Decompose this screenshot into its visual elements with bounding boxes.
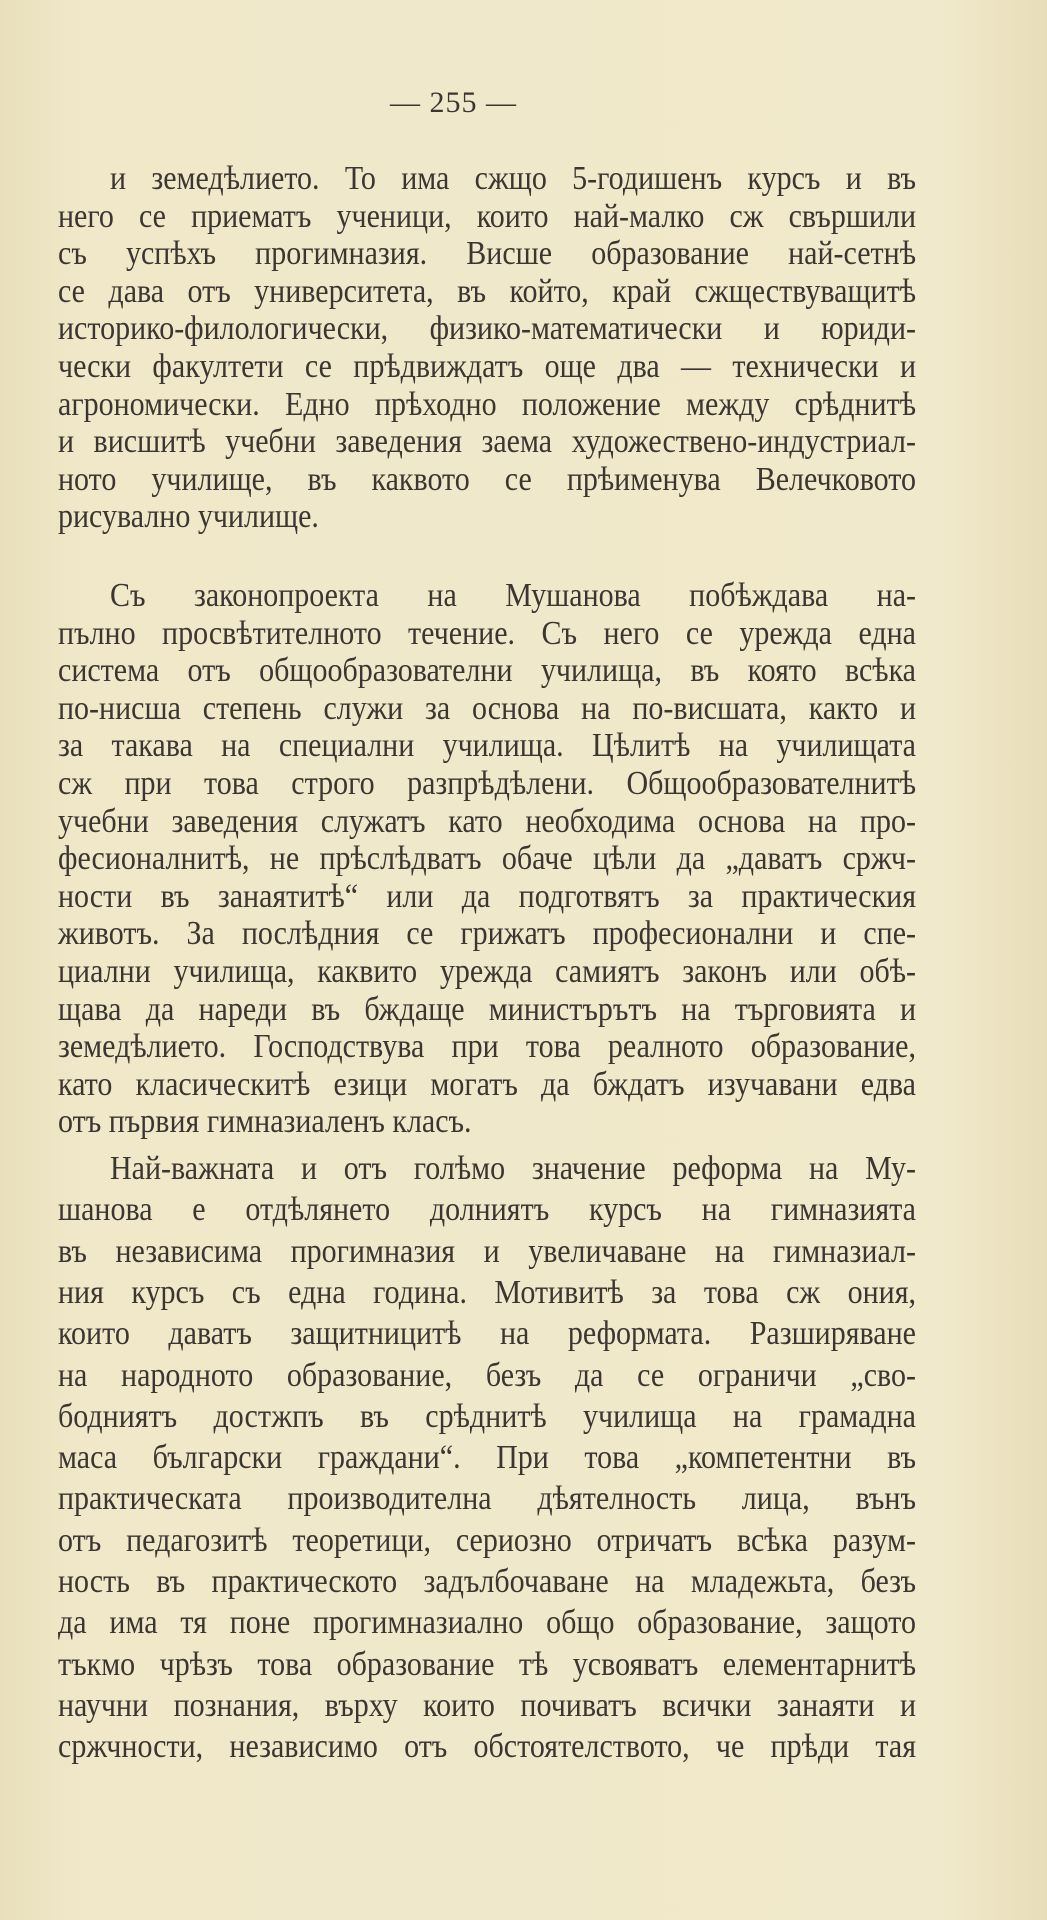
text-line: фесионалнитѣ, не прѣслѣдватъ обаче цѣли да „даватъ сржч- (58, 840, 916, 878)
text-line: Най-важната и отъ голѣмо значение реформа на Му- (110, 1150, 916, 1187)
text-line: като класическитѣ езици могатъ да бждатъ изучавани едва (58, 1065, 916, 1103)
text-line: съ успѣхъ прогимназия. Висше образование най-сетнѣ (58, 235, 916, 273)
text-line: него се приематъ ученици, които най-малко сж свършили (58, 197, 916, 235)
text-line: животъ. За послѣдния се грижатъ професионални и спе- (58, 915, 916, 953)
text-line: рисувално училище. (58, 498, 319, 536)
text-line: чески факултети се прѣдвиждатъ още два — технически и (58, 348, 916, 385)
text-line: учебни заведения служатъ като необходима основа на про- (58, 802, 916, 840)
text-line: се дава отъ университета, въ който, край сжществуващитѣ (58, 272, 916, 310)
text-line: въ независима прогимназия и увеличаване на гимназиал- (58, 1232, 916, 1270)
text-line: ности въ занаятитѣ“ или да подготвятъ за практическия (58, 877, 916, 915)
text-line: земедѣлието. Господствува при това реалното образование, (58, 1028, 916, 1066)
text-line: които даватъ защитницитѣ на реформата. Разширяване (58, 1315, 916, 1353)
text-line: сж при това строго разпрѣдѣлени. Общообразователнитѣ (58, 765, 916, 802)
text-line: маса български граждани“. При това „компетентни въ (58, 1439, 916, 1477)
text-line: система отъ общообразователни училища, въ която всѣка (58, 652, 916, 690)
text-line: да има тя поне прогимназиално общо образование, защото (58, 1604, 916, 1642)
text-line: отъ педагозитѣ теоретици, сериозно отричатъ всѣка разум- (58, 1521, 916, 1559)
text-line: ность въ практическото задълбочаване на младежьта, безъ (58, 1563, 916, 1600)
text-line: циални училища, каквито урежда самиятъ законъ или обѣ- (58, 953, 916, 990)
text-line: пълно просвѣтителното течение. Съ него се урежда една (58, 614, 916, 652)
text-line: сржчности, независимо отъ обстоятелството, че прѣди тая (58, 1728, 916, 1766)
text-line: щава да нареди въ бждаще министърътъ на търговията и (58, 990, 916, 1028)
text-line: на народното образование, безъ да се ограничи „сво- (58, 1356, 916, 1394)
text-line: научни познания, върху които почиватъ всички занаяти и (58, 1686, 916, 1724)
text-line: Съ законопроекта на Мушанова побѣждава на- (110, 577, 916, 614)
text-line: агрономически. Едно прѣходно положение между срѣднитѣ (58, 385, 916, 423)
text-line: и земедѣлието. То има сжщо 5-годишенъ курсъ и въ (110, 160, 916, 197)
text-line: шанова е отдѣлянето долниятъ курсъ на гимназията (58, 1191, 916, 1229)
text-line: историко-филологически, физико-математически и юриди- (58, 310, 916, 348)
text-line: отъ първия гимназиаленъ класъ. (58, 1103, 472, 1141)
text-line: ното училище, въ каквото се прѣименува Велечковото (58, 460, 916, 498)
text-line: тъкмо чрѣзъ това образование тѣ усвояватъ елементарнитѣ (58, 1645, 916, 1683)
page-number-text: — 255 — (390, 86, 517, 119)
page-number (0, 86, 1047, 120)
text-line: за такава на специални училища. Цѣлитѣ на училищата (58, 727, 916, 765)
text-line: и висшитѣ учебни заведения заема художествено-индустриал- (58, 423, 916, 461)
text-line: бодниятъ достжпъ въ срѣднитѣ училища на грамадна (58, 1397, 916, 1435)
text-line: по-нисша степень служи за основа на по-висшата, както и (58, 689, 916, 727)
text-line: ния курсъ съ една година. Мотивитѣ за това сж ония, (58, 1273, 916, 1311)
text-line: практическата производителна дѣятелность лица, вънъ (58, 1480, 916, 1518)
